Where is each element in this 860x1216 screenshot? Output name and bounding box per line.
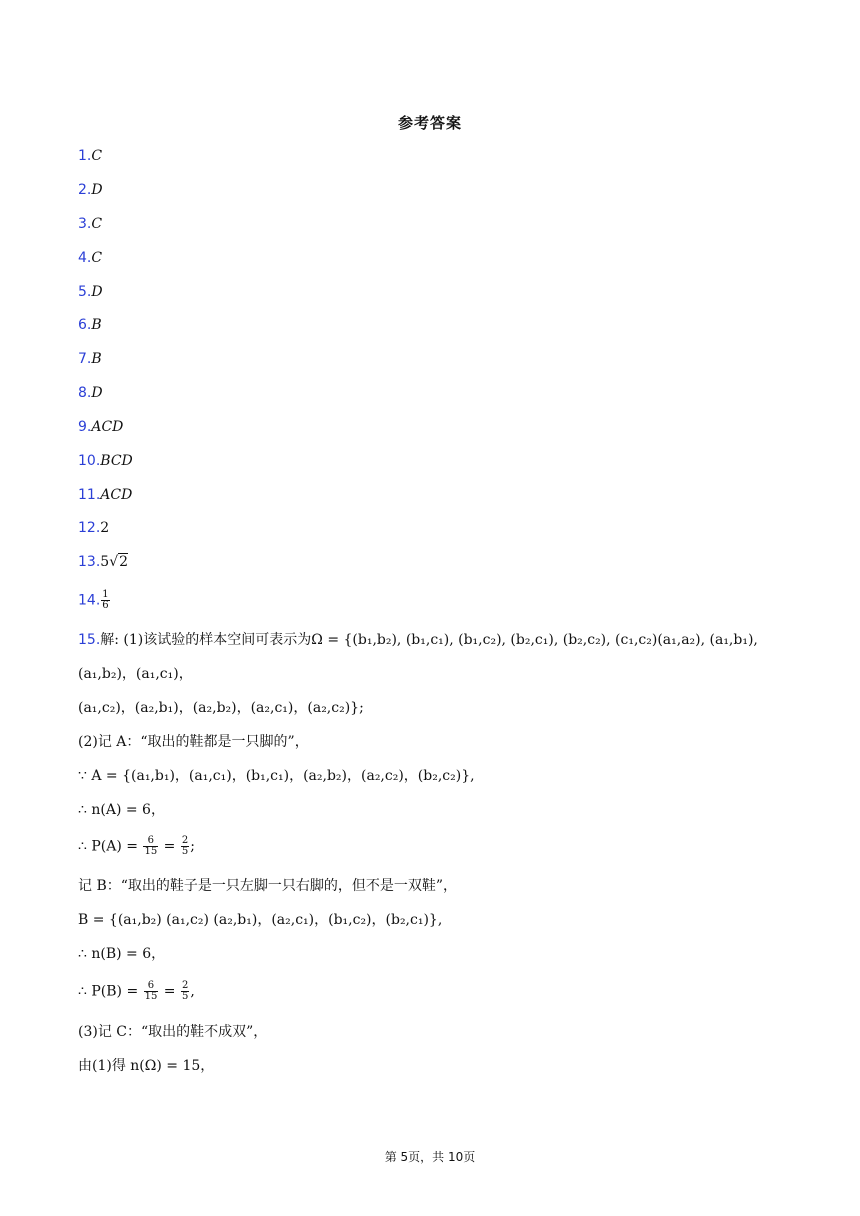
- answer-coefficient: 5: [100, 554, 110, 570]
- answer-value: ACD: [100, 487, 133, 503]
- question-number: 8.: [78, 385, 92, 401]
- answer-line: [78, 248, 102, 268]
- answer-value: D: [91, 182, 103, 198]
- question-number: 4.: [78, 250, 92, 266]
- fraction-denominator: 15: [144, 846, 158, 857]
- solution-line: [78, 836, 195, 857]
- solution-line: 由(1)得 n(Ω) = 15，: [78, 1058, 215, 1074]
- answer-line: [78, 315, 102, 335]
- answer-value: C: [91, 148, 103, 164]
- fraction: [144, 981, 159, 1002]
- answer-line: [78, 417, 123, 437]
- answer-line: [78, 590, 111, 611]
- answer-value: D: [91, 385, 103, 401]
- question-number: 13.: [78, 554, 101, 570]
- page-title: 参考答案: [397, 114, 462, 132]
- fraction-denominator: 5: [181, 846, 189, 857]
- question-number: 12.: [78, 520, 101, 536]
- solution-line: [78, 981, 195, 1002]
- question-number: 9.: [78, 419, 92, 435]
- radical-sign: √: [109, 554, 119, 570]
- fraction-numerator: 6: [143, 836, 158, 847]
- fraction-denominator: 6: [102, 600, 109, 611]
- answer-line: [78, 180, 103, 200]
- question-number: 1.: [78, 148, 92, 164]
- solution-line: (2)记 A：“取出的鞋都是一只脚的”，: [78, 734, 309, 750]
- solution-line: ∵ A = {(a₁,b₁)，(a₁,c₁)，(b₁,c₁)，(a₂,b₂)，(a₂,c₂)，(b₂,c₂)},: [78, 768, 475, 784]
- page-footer: 第 5页，共 10页: [384, 1150, 476, 1164]
- answer-value: C: [91, 250, 103, 266]
- solution-line: ∴ n(B) = 6，: [78, 946, 166, 962]
- fraction-numerator: 1: [102, 589, 109, 600]
- answer-line: [78, 383, 103, 403]
- fraction-numerator: 2: [182, 980, 189, 991]
- fraction-numerator: 6: [144, 981, 159, 992]
- answer-line: [78, 282, 103, 302]
- question-number: 2.: [78, 182, 92, 198]
- question-number: 5.: [78, 284, 92, 300]
- formula-prefix: ∴ P(A) =: [78, 838, 143, 855]
- question-number: 6.: [78, 317, 92, 333]
- fraction: [181, 836, 189, 857]
- answer-line: [78, 146, 102, 166]
- solution-line: (a₁,b₂)，(a₁,c₁)，: [78, 666, 193, 682]
- solution-line: 记 B：“取出的鞋子是一只左脚一只右脚的，但不是一双鞋”，: [78, 878, 458, 894]
- fraction: [181, 981, 189, 1002]
- question-number: 10.: [78, 453, 101, 469]
- fraction-denominator: 5: [182, 991, 189, 1002]
- question-number: 3.: [78, 216, 92, 232]
- answer-value: BCD: [100, 453, 133, 469]
- answer-line: [78, 518, 109, 538]
- fraction-denominator: 15: [144, 991, 158, 1002]
- answer-line: [78, 451, 133, 471]
- solution-text: 解: (1)该试验的样本空间可表示为Ω = {(b₁,b₂), (b₁,c₁), (b₁,c₂), (b₂,c₁), (b₂,c₂), (c₁,c₂)(a₁,a₂), (a₁,b₁),: [100, 632, 758, 648]
- formula-suffix: ;: [190, 838, 195, 855]
- question-number: 15.: [78, 632, 101, 648]
- solution-line: ∴ n(A) = 6，: [78, 802, 165, 818]
- question-number: 14.: [78, 592, 101, 609]
- solution-line: (3)记 C：“取出的鞋不成双”，: [78, 1024, 268, 1040]
- formula-prefix: ∴ P(B) =: [78, 983, 143, 1000]
- radicand: 2: [119, 554, 129, 570]
- answer-value: D: [91, 284, 103, 300]
- question-number: 7.: [78, 351, 92, 367]
- answer-line: [78, 485, 132, 505]
- answer-value: B: [91, 351, 102, 367]
- answer-line: [78, 552, 128, 572]
- answer-line: [78, 214, 102, 234]
- answer-line: [78, 349, 102, 369]
- answer-value: 2: [100, 520, 110, 536]
- solution-line: B = {(a₁,b₂) (a₁,c₂) (a₂,b₁)，(a₂,c₁)，(b₁,c₂)，(b₂,c₁)},: [78, 912, 443, 928]
- answer-value: B: [91, 317, 102, 333]
- equals-sign: =: [159, 983, 180, 1000]
- question-number: 11.: [78, 487, 101, 503]
- fraction: [101, 590, 109, 611]
- answer-value: ACD: [91, 419, 124, 435]
- fraction: [143, 836, 158, 857]
- solution-line: [78, 630, 758, 650]
- solution-line: (a₁,c₂)，(a₂,b₁)，(a₂,b₂)，(a₂,c₁)，(a₂,c₂)};: [78, 700, 364, 716]
- fraction-numerator: 2: [181, 835, 189, 846]
- answer-value: C: [91, 216, 103, 232]
- equals-sign: =: [159, 838, 180, 855]
- formula-suffix: ,: [190, 983, 195, 1000]
